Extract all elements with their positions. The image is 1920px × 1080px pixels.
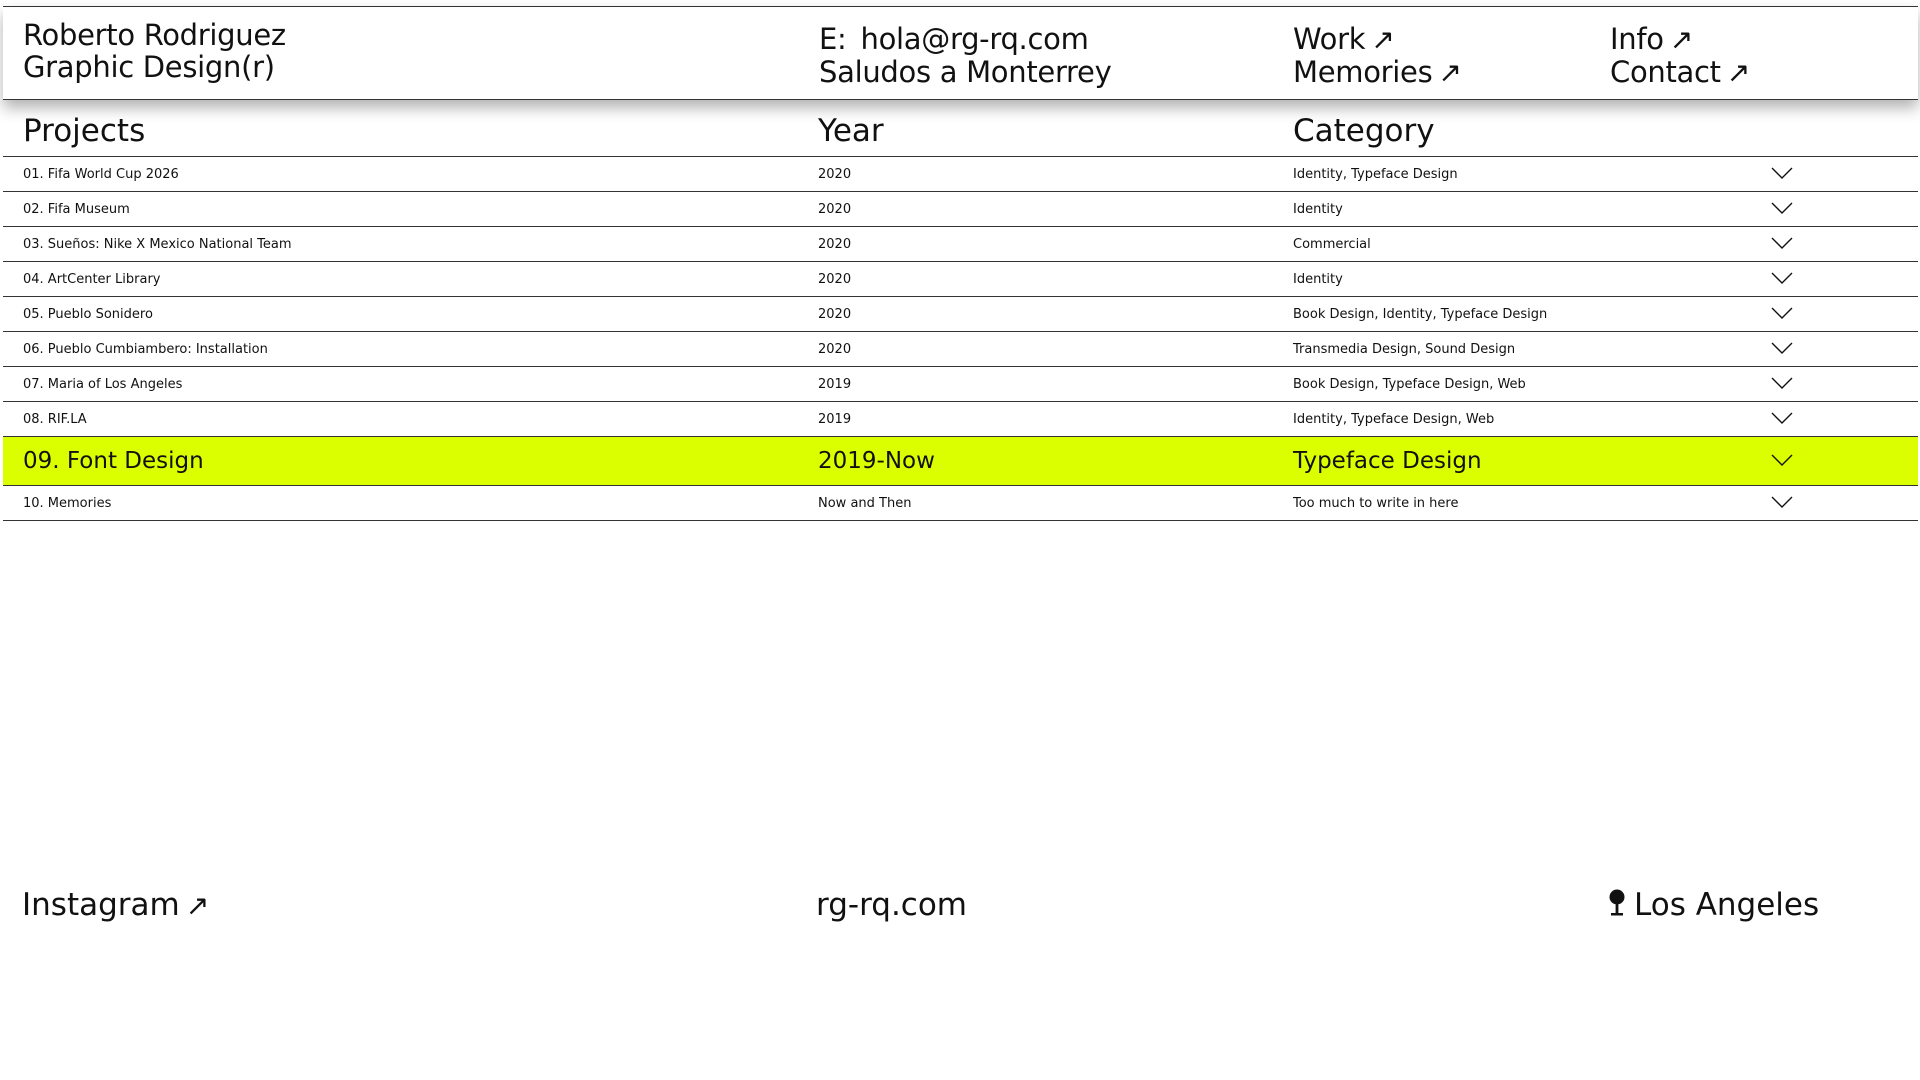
project-category: Identity, Typeface Design, Web [1293,412,1495,427]
arrow-up-right-icon: ↗ [185,889,210,922]
nav-link-memories[interactable] [1293,56,1462,89]
table-row[interactable] [3,332,1918,367]
project-category: Identity, Typeface Design [1293,167,1458,182]
chevron-down-icon[interactable] [1771,166,1793,180]
email-label: E: [819,22,847,56]
greeting-text: Saludos a Monterrey [819,55,1112,89]
location [1608,887,1819,923]
arrow-up-right-icon: ↗ [1669,23,1693,56]
chevron-down-icon[interactable] [1771,495,1793,509]
project-category: Identity [1293,272,1343,287]
chevron-down-icon[interactable] [1771,453,1793,467]
project-category: Commercial [1293,237,1371,252]
project-category: Book Design, Identity, Typeface Design [1293,307,1548,322]
project-name: 02. Fifa Museum [23,202,130,217]
table-row[interactable] [3,402,1918,437]
site-header [3,6,1918,100]
table-row[interactable] [3,437,1918,486]
project-year: 2020 [818,342,852,357]
chevron-down-icon[interactable] [1771,411,1793,425]
project-name: 10. Memories [23,496,112,511]
instagram-link[interactable] [22,887,209,923]
project-year: 2019 [818,377,852,392]
project-year: 2019-Now [818,448,935,474]
site-owner-name: Roberto Rodriguez [23,18,286,52]
project-name: 08. RIF.LA [23,412,87,427]
project-name: 07. Maria of Los Angeles [23,377,183,392]
table-row[interactable] [3,192,1918,227]
nav-column-primary [1293,23,1462,89]
instagram-label: Instagram [22,887,180,923]
table-row[interactable] [3,157,1918,192]
contact-block [819,23,1111,89]
email-line [819,23,1111,56]
projects-table [3,101,1918,521]
column-header-projects: Projects [23,113,146,149]
chevron-down-icon[interactable] [1771,201,1793,215]
arrow-up-right-icon: ↗ [1726,56,1750,89]
site-domain: rg-rq.com [816,887,968,923]
table-row[interactable] [3,486,1918,520]
project-category: Identity [1293,202,1343,217]
chevron-down-icon[interactable] [1771,236,1793,250]
nav-link-work-label: Work [1293,22,1366,56]
project-name: 03. Sueños: Nike X Mexico National Team [23,237,292,252]
table-row[interactable] [3,297,1918,332]
project-year: Now and Then [818,496,912,511]
project-category: Transmedia Design, Sound Design [1293,342,1516,357]
arrow-up-right-icon: ↗ [1438,56,1462,89]
project-year: 2020 [818,307,852,322]
site-owner-title: Graphic Design(r) [23,50,275,84]
nav-column-secondary [1610,23,1750,89]
table-row[interactable] [3,367,1918,402]
nav-link-contact[interactable] [1610,56,1750,89]
project-name: 04. ArtCenter Library [23,272,161,287]
project-category: Too much to write in here [1293,496,1459,511]
nav-link-work[interactable] [1293,23,1462,56]
project-name: 09. Font Design [23,448,204,474]
project-name: 06. Pueblo Cumbiambero: Installation [23,342,268,357]
chevron-down-icon[interactable] [1771,376,1793,390]
project-year: 2020 [818,237,852,252]
chevron-down-icon[interactable] [1771,341,1793,355]
project-category: Book Design, Typeface Design, Web [1293,377,1526,392]
table-row[interactable] [3,227,1918,262]
nav-link-info-label: Info [1610,22,1664,56]
location-pin-icon [1608,889,1626,917]
project-year: 2020 [818,202,852,217]
nav-link-info[interactable] [1610,23,1750,56]
project-year: 2020 [818,272,852,287]
email-link[interactable]: hola@rg-rq.com [860,22,1089,56]
location-text: Los Angeles [1634,887,1820,923]
table-body [3,157,1918,520]
project-year: 2019 [818,412,852,427]
nav-link-contact-label: Contact [1610,55,1721,89]
site-identity [23,19,286,83]
project-name: 01. Fifa World Cup 2026 [23,167,179,182]
column-header-category: Category [1293,113,1435,149]
project-year: 2020 [818,167,852,182]
table-row[interactable] [3,262,1918,297]
arrow-up-right-icon: ↗ [1371,23,1395,56]
project-name: 05. Pueblo Sonidero [23,307,153,322]
chevron-down-icon[interactable] [1771,306,1793,320]
table-header [3,101,1918,157]
nav-link-memories-label: Memories [1293,55,1433,89]
column-header-year: Year [818,113,884,149]
chevron-down-icon[interactable] [1771,271,1793,285]
project-category: Typeface Design [1293,448,1482,474]
